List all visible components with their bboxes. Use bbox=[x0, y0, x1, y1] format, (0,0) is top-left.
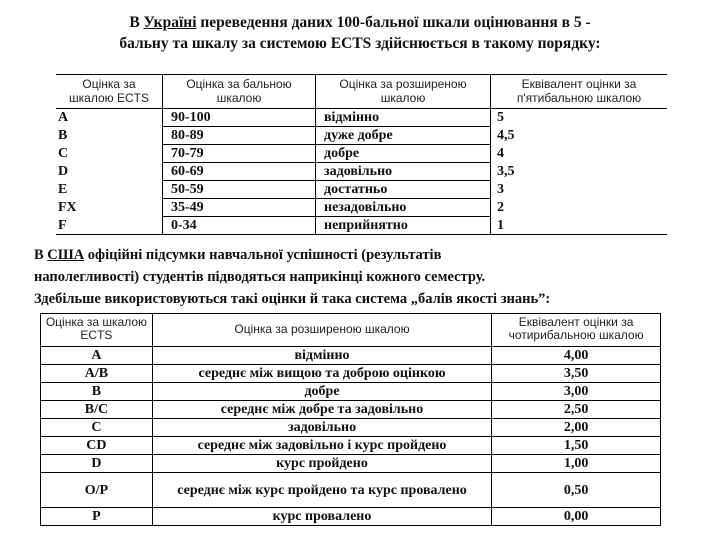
paragraph-line-1: В США офіційні підсумки навчальної успішності (результатів bbox=[34, 247, 442, 263]
extended-grade: незадовільно bbox=[316, 199, 491, 217]
point-range: 90-100 bbox=[163, 109, 316, 127]
ects-grade: CD bbox=[41, 437, 153, 455]
four-point-grade: 3,00 bbox=[492, 383, 661, 401]
extended-grade: неприйнятно bbox=[316, 217, 491, 235]
four-point-grade: 2,00 bbox=[492, 419, 661, 437]
five-point-grade: 4 bbox=[491, 145, 668, 163]
five-point-grade: 1 bbox=[491, 217, 668, 235]
ects-grade: O/P bbox=[41, 473, 153, 508]
extended-grade: курс провалено bbox=[152, 508, 491, 526]
column-header-points: Оцінка за бальною шкалою bbox=[163, 75, 316, 109]
ects-grade: A/B bbox=[41, 365, 153, 383]
table-row bbox=[56, 199, 667, 217]
five-point-grade: 3,5 bbox=[491, 163, 668, 181]
extended-grade: задовільно bbox=[316, 163, 491, 181]
heading-line-1: В Україні переведення даних 100-бальної шкали оцінювання в 5 - bbox=[129, 14, 591, 31]
point-range: 60-69 bbox=[163, 163, 316, 181]
extended-grade: середнє між задовільно і курс пройдено bbox=[152, 437, 491, 455]
usa-grading-table bbox=[40, 313, 661, 526]
ects-grade: B bbox=[58, 128, 68, 143]
ects-grade: A bbox=[58, 110, 69, 126]
column-header-extended: Оцінка за розширеною шкалою bbox=[152, 314, 491, 347]
five-point-grade: 3 bbox=[491, 181, 668, 199]
table-header-row bbox=[41, 314, 661, 347]
ects-grade: C bbox=[58, 146, 69, 161]
ects-grade: FX bbox=[58, 200, 77, 215]
paragraph-usa bbox=[34, 244, 714, 310]
point-range: 50-59 bbox=[163, 181, 316, 199]
table-row bbox=[41, 401, 661, 419]
four-point-grade: 1,00 bbox=[492, 455, 661, 473]
table-row bbox=[41, 473, 661, 508]
five-point-grade: 2 bbox=[491, 199, 668, 217]
extended-grade: задовільно bbox=[152, 419, 491, 437]
ects-grade: D bbox=[58, 164, 69, 179]
table-row bbox=[41, 455, 661, 473]
four-point-grade: 0,50 bbox=[492, 473, 661, 508]
five-point-grade: 5 bbox=[491, 109, 668, 127]
column-header-extended: Оцінка за розширеною шкалою bbox=[316, 75, 491, 109]
table-row bbox=[56, 109, 667, 127]
column-header-four-point: Еквівалент оцінки за чотирибальною шкалою bbox=[492, 314, 661, 347]
four-point-grade: 2,50 bbox=[492, 401, 661, 419]
table-row bbox=[41, 508, 661, 526]
point-range: 35-49 bbox=[163, 199, 316, 217]
table-row bbox=[56, 145, 667, 163]
column-header-five-point: Еквівалент оцінки за п'ятибальною шкалою bbox=[491, 75, 668, 109]
extended-grade: середнє між курс пройдено та курс провалено bbox=[152, 473, 491, 508]
country-usa: США bbox=[47, 247, 85, 263]
country-ukraine: Україні bbox=[143, 14, 197, 31]
ects-grade: D bbox=[41, 455, 153, 473]
heading-ukraine bbox=[40, 12, 680, 54]
four-point-grade: 1,50 bbox=[492, 437, 661, 455]
extended-grade: дуже добре bbox=[316, 127, 491, 145]
extended-grade: середнє між вищою та доброю оцінкою bbox=[152, 365, 491, 383]
point-range: 70-79 bbox=[163, 145, 316, 163]
table-row bbox=[56, 127, 667, 145]
ects-grade: E bbox=[58, 182, 68, 197]
table-row bbox=[41, 383, 661, 401]
table-row bbox=[41, 419, 661, 437]
extended-grade: відмінно bbox=[152, 347, 491, 365]
five-point-grade: 4,5 bbox=[491, 127, 668, 145]
ects-grade: P bbox=[41, 508, 153, 526]
extended-grade: добре bbox=[316, 145, 491, 163]
table-row bbox=[56, 181, 667, 199]
table-row bbox=[41, 437, 661, 455]
ects-grade: B bbox=[41, 383, 153, 401]
table-row bbox=[56, 163, 667, 181]
ects-grade: A bbox=[41, 347, 153, 365]
ects-grade: B/C bbox=[41, 401, 153, 419]
four-point-grade: 4,00 bbox=[492, 347, 661, 365]
point-range: 0-34 bbox=[163, 217, 316, 235]
table-header-row bbox=[56, 75, 667, 109]
four-point-grade: 3,50 bbox=[492, 365, 661, 383]
column-header-ects: Оцінка за шкалою ECTS bbox=[56, 75, 163, 109]
table-row bbox=[41, 347, 661, 365]
table-row bbox=[41, 365, 661, 383]
point-range: 80-89 bbox=[163, 127, 316, 145]
table-row bbox=[56, 217, 667, 235]
ects-grade: C bbox=[41, 419, 153, 437]
extended-grade: відмінно bbox=[316, 109, 491, 127]
four-point-grade: 0,00 bbox=[492, 508, 661, 526]
extended-grade: середнє між добре та задовільно bbox=[152, 401, 491, 419]
extended-grade: добре bbox=[152, 383, 491, 401]
extended-grade: достатньо bbox=[316, 181, 491, 199]
paragraph-line-2: наполегливості) студентів підводяться наприкінці кожного семестру. bbox=[34, 269, 486, 285]
column-header-ects: Оцінка за шкалою ECTS bbox=[41, 314, 153, 347]
ects-grade: F bbox=[56, 217, 163, 235]
paragraph-line-3: Здебільше використовуються такі оцінки й така система „балів якості знань”: bbox=[34, 291, 551, 307]
extended-grade: курс пройдено bbox=[152, 455, 491, 473]
ukraine-grading-table bbox=[56, 74, 667, 235]
heading-line-2: бальну та шкалу за системою ECTS здійснюється в такому порядку: bbox=[119, 35, 601, 52]
